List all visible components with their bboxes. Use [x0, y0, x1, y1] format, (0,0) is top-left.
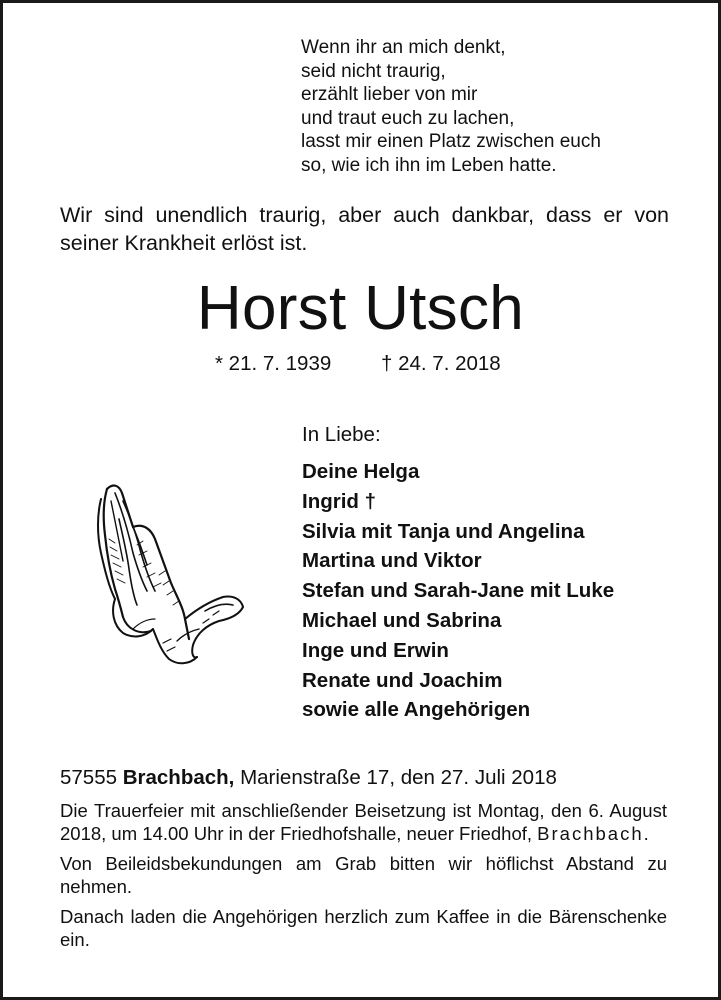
mourner-name: Renate und Joachim [302, 668, 503, 692]
mourner-name: Michael und Sabrina [302, 608, 502, 632]
mourners-list [302, 457, 614, 725]
funeral-place: Brachbach. [537, 823, 651, 844]
poem-line: so, wie ich ihn im Leben hatte. [301, 154, 557, 176]
in-love-heading: In Liebe: [302, 423, 381, 446]
coffee-invitation: Danach laden die Angehörigen herzlich zum Kaffee in die Bärenschenke ein. [60, 906, 667, 950]
intro-text: Wir sind unendlich traurig, aber auch dankbar, dass er von seiner Krankheit erlöst ist. [60, 203, 669, 255]
death-date: † 24. 7. 2018 [381, 352, 501, 375]
address-line [60, 764, 557, 792]
mourner-name: Ingrid † [302, 489, 377, 513]
birth-date: * 21. 7. 1939 [215, 352, 332, 375]
mourner-name: Inge und Erwin [302, 638, 449, 662]
address-street-date: Marienstraße 17, den 27. Juli 2018 [240, 766, 557, 789]
poem-line: seid nicht traurig, [301, 60, 446, 82]
address-zip: 57555 [60, 766, 118, 789]
deceased-name: Horst Utsch [196, 274, 525, 343]
mourner-name: Silvia mit Tanja und Angelina [302, 519, 585, 543]
funeral-info [60, 799, 667, 845]
mourner-name: sowie alle Angehörigen [302, 698, 531, 722]
poem-line: Wenn ihr an mich denkt, [301, 37, 506, 58]
mourner-name: Deine Helga [302, 460, 420, 483]
poem-line: erzählt lieber von mir [301, 84, 478, 105]
funeral-details [60, 799, 667, 958]
mourner-name: Stefan und Sarah-Jane mit Luke [302, 579, 615, 603]
funeral-text: Die Trauerfeier mit anschließender Beisetzung ist Montag, den 6. August 2018, um 14.00 Uhr in der Friedhofshalle, neuer Friedhof, [60, 800, 667, 844]
poem-line: lasst mir einen Platz zwischen euch [301, 131, 601, 152]
praying-hands-icon [93, 479, 245, 671]
condolence-note: Von Beileidsbekundungen am Grab bitten wir höflichst Abstand zu nehmen. [60, 853, 667, 897]
memorial-poem [301, 36, 601, 177]
address-city: Brachbach, [122, 766, 235, 789]
poem-line: und traut euch zu lachen, [301, 107, 515, 129]
mourner-name: Martina und Viktor [302, 549, 482, 573]
